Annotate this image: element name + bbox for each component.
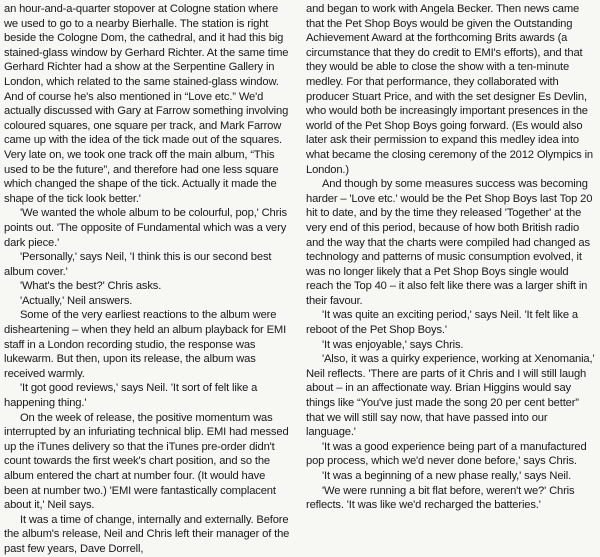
right-column — [306, 2, 596, 513]
paragraph: 'It was a good experience being part of a manufactured pop process, which we'd never done before,' says Chris. — [306, 440, 587, 468]
paragraph: And though by some measures success was becoming harder – 'Love etc.' would be the Pet Shop Boys last Top 20 hit to date, and by the time they released 'Together' at the very end of this period, because of how both British radio and the way that the charts were compiled had changed as technology and patterns of music consumption evolved, it was no longer likely that a Pet Shop Boys single would reach the Top 40 – it also felt like there was a larger shift in their favour. — [306, 178, 593, 307]
paragraph: an hour-and-a-quarter stopover at Cologne station where we used to go to a nearby Bierhalle. The station is right beside the Cologne Dom, the cathedral, and it had this big stained-glass window by Gerhard Richter. At the same time Gerhard Richter had a show at the Serpentine Gallery in London, which related to the same stained-glass window. And of course he's also mentioned in “Love etc.” We'd actually discussed with Gary at Farrow something involving coloured squares, one square per track, and Mark Farrow came up with the idea of the tick made out of the squares. Very late on, we took one track off the main album, “This used to be the future”, and therefore had one less square which changed the shape of the tick. Actually it made the shape of the tick look better.' — [4, 3, 289, 205]
paragraph: 'We wanted the whole album to be colourful, pop,' Chris points out. 'The opposite of Fundamental which was a very dark piece.' — [4, 207, 287, 249]
paragraph: 'What's the best?' Chris asks. — [20, 280, 162, 293]
paragraph: 'It was a beginning of a new phase really,' says Neil. — [322, 470, 572, 482]
paragraph: Some of the very earliest reactions to the album were disheartening – when they held an album playback for EMI staff in a London recording studio, the response was lukewarm. But then, upon its release, the album was received warmly. — [4, 309, 287, 380]
paragraph: 'It got good reviews,' says Neil. 'It sort of felt like a happening thing.' — [4, 382, 258, 410]
paragraph: and began to work with Angela Becker. Then news came that the Pet Shop Boys would be given the Outstanding Achievement Award at the forthcoming Brits awards (a circumstance that they do credit to EMI's efforts), and that they would be able to close the show with a ten-minute medley. For that performance, they collaborated with producer Stuart Price, and with the set designer Es Devlin, who would both be increasingly important presences in the world of the Pet Shop Boys going forward. (Es would also later ask their permission to expand this medley idea into what became the closing ceremony of the 2012 Olympics in London.) — [306, 3, 593, 176]
paragraph: 'Also, it was a quirky experience, working at Xenomania,' Neil reflects. 'There are parts of it Chris and I will still laugh about – in an affectionate way. Brian Higgins would say things like “You've just made the song 20 per cent better” that we will still say now, that have passed into our language.' — [306, 353, 595, 439]
paragraph: On the week of release, the positive momentum was interrupted by an infuriating technical blip. EMI had messed up the iTunes delivery so that the iTunes pre-order didn't count towards the first week's chart position, and so the album entered the chart at number four. (It would have been at number two.) 'EMI were fantastically complacent about it,' Neil says. — [4, 411, 289, 512]
paragraph: 'Actually,' Neil answers. — [20, 294, 133, 307]
paragraph: 'We were running a bit flat before, weren't we?' Chris reflects. 'It was like we'd recharged the batteries.' — [306, 484, 575, 512]
paragraph: 'It was quite an exciting period,' says Neil. 'It felt like a reboot of the Pet Shop Boys.' — [306, 309, 578, 337]
paragraph: It was a time of change, internally and externally. Before the album's release, Neil and Chris left their manager of the past few years, Dave Dorrell, — [4, 513, 290, 555]
left-column — [4, 2, 292, 557]
paragraph: 'Personally,' says Neil, 'I think this is our second best album cover.' — [4, 251, 272, 278]
paragraph: 'It was enjoyable,' says Chris. — [322, 338, 464, 351]
